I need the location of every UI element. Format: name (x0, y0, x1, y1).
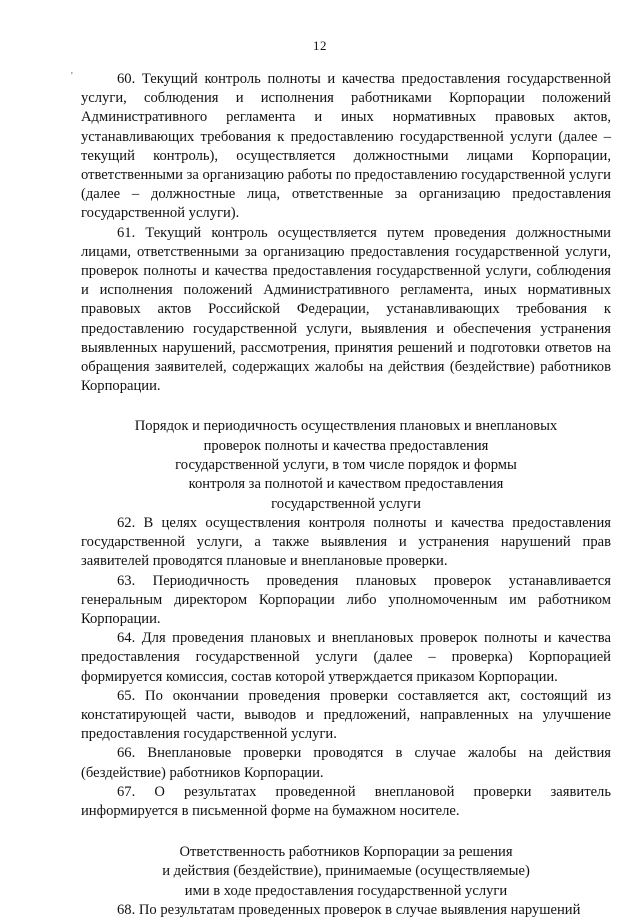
scan-mark: ' (71, 71, 73, 82)
paragraph-64: 64. Для проведения плановых и внеплановых проверок полноты и качества предоставления государственной услуги (далее – проверка) Корпорацией формируется комиссия, состав которой утверждается приказом Корпорации. (81, 630, 611, 685)
paragraph-61: 61. Текущий контроль осуществляется путем проведения должностными лицами, ответственными за организацию предоставления государственной услуги, проверок полноты и качества предоставления государственной услуги, соблюдения и исполнения положений Административного регламента, иных нормативных правовых актов Российской Федерации, устанавливающих требования к предоставлению государственной услуги, выявления и обеспечения устранения выявленных нарушений, рассмотрения, принятия решений и подготовки ответов на обращения заявителей, содержащих жалобы на действия (бездействие) работников Корпорации. (81, 224, 611, 395)
paragraph-60: 60. Текущий контроль полноты и качества предоставления государственной услуги, соблюдения и исполнения работниками Корпорации положений Административного регламента и иных нормативных правовых актов, устанавливающих требования к предоставлению государственной услуги (далее – текущий контроль), осуществляется должностными лицами Корпорации, ответственными за организацию работы по предоставлению государственной услуги (далее – должностные лица, ответственные за организацию предоставления государственной услуги). (81, 71, 611, 222)
heading-line: Ответственность работников Корпорации за решения (179, 844, 513, 861)
paragraph-65: 65. По окончании проведения проверки составляется акт, состоящий из констатирующей части, выводов и предложений, направленных на улучшение предоставления государственной услуги. (81, 687, 611, 743)
paragraph-68: 68. По результатам проведенных проверок в случае выявления нарушений (117, 902, 581, 919)
document-body (81, 70, 611, 920)
section-heading-responsibility (81, 843, 611, 901)
heading-line: контроля за полнотой и качеством предоставления (188, 476, 504, 493)
heading-line: государственной услуги (271, 495, 421, 512)
spacer (81, 396, 611, 417)
heading-line: ими в ходе предоставления государственной услуги (184, 882, 508, 899)
page-number: 12 (313, 38, 327, 53)
paragraph-63: 63. Периодичность проведения плановых проверок устанавливается генеральным директором Корпорации либо уполномоченным им работником Корпорации. (81, 572, 611, 627)
heading-line: проверок полноты и качества предоставления (203, 437, 489, 454)
spacer (81, 821, 611, 843)
heading-line: государственной услуги, в том числе порядок и формы (175, 457, 517, 474)
paragraph-62: 62. В целях осуществления контроля полноты и качества предоставления государственной услуги, а также выявления и устранения нарушений прав заявителей проводятся плановые и внеплановые проверки. (81, 514, 611, 570)
paragraph-67: 67. О результатах проведенной внеплановой проверки заявитель информируется в письменной форме на бумажном носителе. (81, 783, 611, 819)
heading-line: и действия (бездействие), принимаемые (осуществляемые) (162, 863, 530, 880)
heading-line: Порядок и периодичность осуществления плановых и внеплановых (134, 418, 558, 435)
section-heading-inspections (81, 417, 611, 513)
paragraph-66: 66. Внеплановые проверки проводятся в случае жалобы на действия (бездействие) работников Корпорации. (81, 745, 611, 781)
